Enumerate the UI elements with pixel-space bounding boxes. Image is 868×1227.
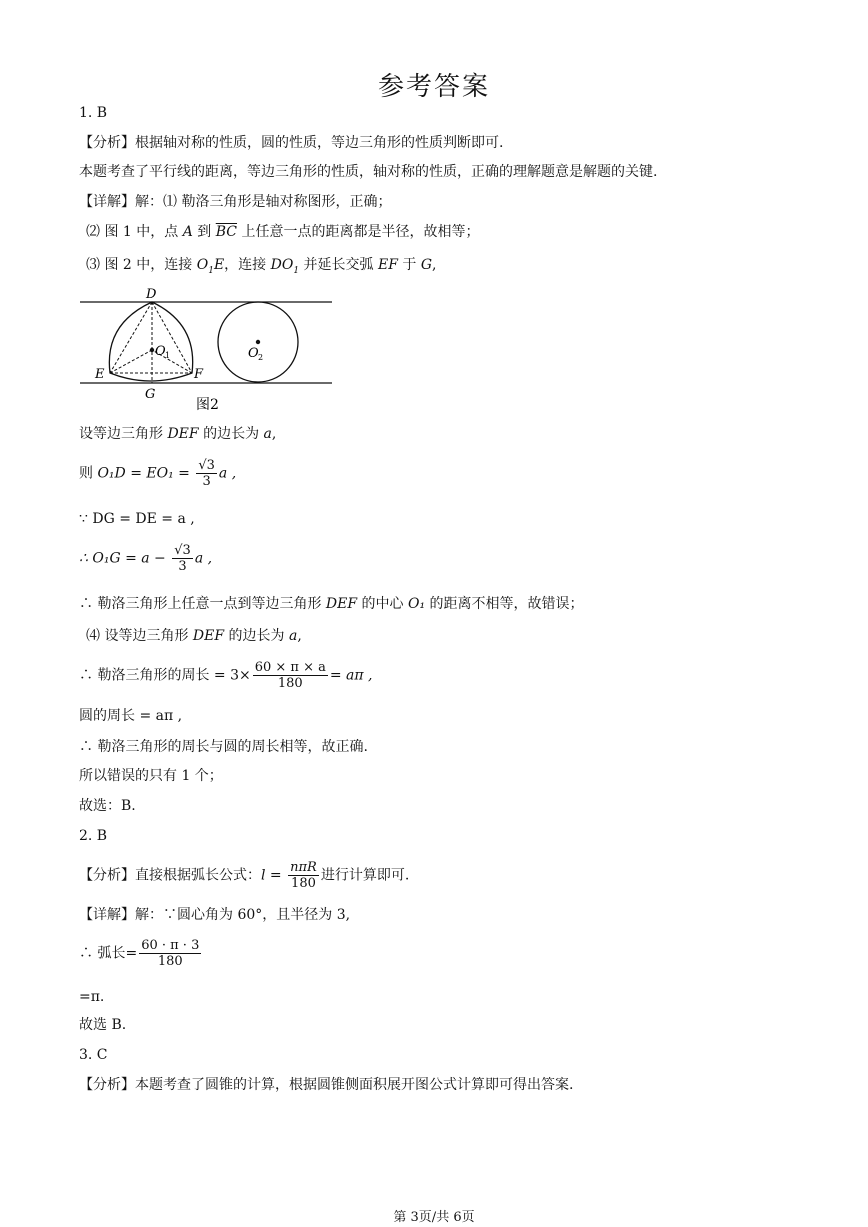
page-title: 参考答案 [377,72,490,102]
q1-perimeter: ∴ 勒洛三角形的周长 = 3× $\frac{60 \times \pi \times a}{180}$ = aπ , [79,660,373,691]
label-o2-sub: 2 [258,353,264,362]
q1-analysis: 【分析】根据轴对称的性质，圆的性质，等边三角形的性质判断即可. [79,135,504,151]
q1-eq1: 则 O₁D = EO₁ = $\frac{√3}{3}$ a , [79,458,237,489]
q2-result: =π. [79,989,105,1005]
q1-detail-4: ⑷ 设等边三角形 DEF 的边长为 a, [86,628,302,644]
page-footer: 第 3页/共 6页 [393,1210,475,1225]
q1-note: 本题考查了平行线的距离，等边三角形的性质，轴对称的性质，正确的理解题意是解题的关键. [79,164,658,180]
q1-set-side: 设等边三角形 DEF 的边长为 a, [79,426,277,442]
q2-arc-length: ∴ 弧长= $\frac{60 \cdot \pi \cdot 3}{180}$ [79,938,200,969]
q3-answer: 3. C [79,1047,108,1063]
q1-eq2: ∵ DG = DE = a , [79,511,195,527]
q1-wrong-count: 所以错误的只有 1 个； [79,768,223,784]
label-e: E [95,367,105,382]
q1-concl-3: ∴ 勒洛三角形上任意一点到等边三角形 DEF 的中心 O₁ 的距离不相等，故错误； [79,596,584,612]
q2-choose: 故选 B. [79,1017,127,1033]
label-f: F [194,367,204,382]
q1-circle-perimeter: 圆的周长 = aπ , [79,708,183,724]
q1-detail-1: 【详解】解：⑴ 勒洛三角形是轴对称图形，正确； [79,194,392,210]
reuleaux-triangle [109,302,192,381]
figure-2 [78,284,338,416]
q1-concl-4: ∴ 勒洛三角形的周长与圆的周长相等，故正确. [79,739,368,755]
label-g: G [145,387,156,402]
q1-choose: 故选：B. [79,798,136,814]
label-o2: O [248,346,259,361]
figure-caption: 图2 [196,397,219,413]
q1-answer: 1. B [79,105,108,121]
q2-answer: 2. B [79,828,108,844]
q1-eq3: ∴ O₁G = a − $\frac{√3}{3}$ a , [79,543,213,574]
center-o2 [256,340,260,344]
label-o1-sub: 1 [165,351,171,360]
label-d: D [146,287,157,302]
q3-analysis: 【分析】本题考查了圆锥的计算，根据圆锥侧面积展开图公式计算即可得出答案. [79,1077,574,1093]
q2-analysis: 【分析】直接根据弧长公式：l = $\frac{\text{nπR}}{180}$ 进行计算即可. [79,860,410,891]
q1-detail-2: ⑵ 图 1 中，点 A 到 $\overline{BC}$ 上任意一点的距离都是半径，故相等； [86,224,480,240]
label-o1: O [155,344,166,359]
center-o1 [150,348,154,352]
q1-detail-3: ⑶ 图 2 中，连接 $O_1E$，连接 $DO_1$ 并延长交弧 EF 于 G, [86,257,437,276]
q2-detail: 【详解】解：∵圆心角为 60°，且半径为 3, [79,907,351,923]
